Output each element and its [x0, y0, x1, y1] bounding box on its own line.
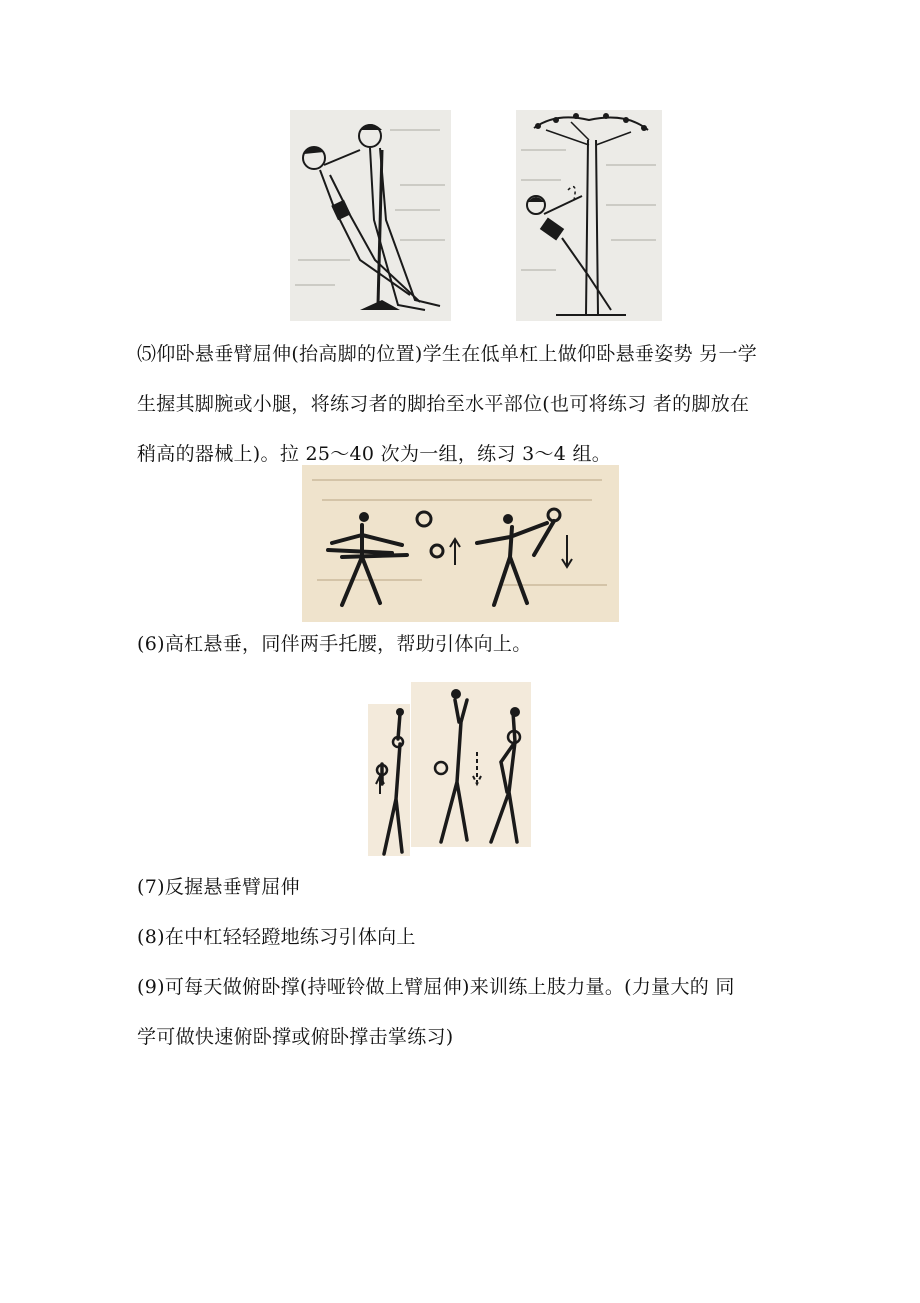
paragraph-6-text: (6)高杠悬垂，同伴两手托腰，帮助引体向上。: [137, 633, 532, 655]
figure-pole-assist: [290, 110, 451, 321]
paragraph-5-line: 稍高的器械上)。拉 25〜40 次为一组，练习 3〜4 组。: [137, 443, 612, 465]
waist-support-drawing: [302, 465, 619, 622]
paragraph-7-text: (7)反握悬垂臂屈伸: [137, 876, 300, 898]
paragraph-8-text: (8)在中杠轻轻蹬地练习引体向上: [137, 926, 416, 948]
paragraph-9-line: 学可做快速俯卧撑或俯卧撑击掌练习): [137, 1026, 454, 1048]
reverse-grip-right-drawing: [411, 682, 531, 847]
paragraph-8: [137, 912, 797, 962]
paragraph-6: [137, 619, 797, 669]
paragraph-5: [137, 329, 797, 479]
pole-assist-drawing: [290, 110, 451, 321]
figure-waist-support: [302, 465, 619, 622]
reverse-grip-left-drawing: [368, 704, 410, 856]
paragraph-7: [137, 862, 797, 912]
tree-hang-drawing: [516, 110, 662, 321]
figure-tree-hang: [516, 110, 662, 321]
paragraph-5-line: 生握其脚腕或小腿，将练习者的脚抬至水平部位(也可将练习 者的脚放在: [137, 393, 750, 415]
paragraph-5-line: ⑸仰卧悬垂臂屈伸(抬高脚的位置)学生在低单杠上做仰卧悬垂姿势 另一学: [137, 343, 758, 365]
figure-reverse-grip-left: [368, 704, 410, 856]
paragraph-9-line: (9)可每天做俯卧撑(持哑铃做上臂屈伸)来训练上肢力量。(力量大的 同: [137, 976, 735, 998]
figure-reverse-grip-right: [411, 682, 531, 847]
paragraph-9: [137, 962, 797, 1062]
